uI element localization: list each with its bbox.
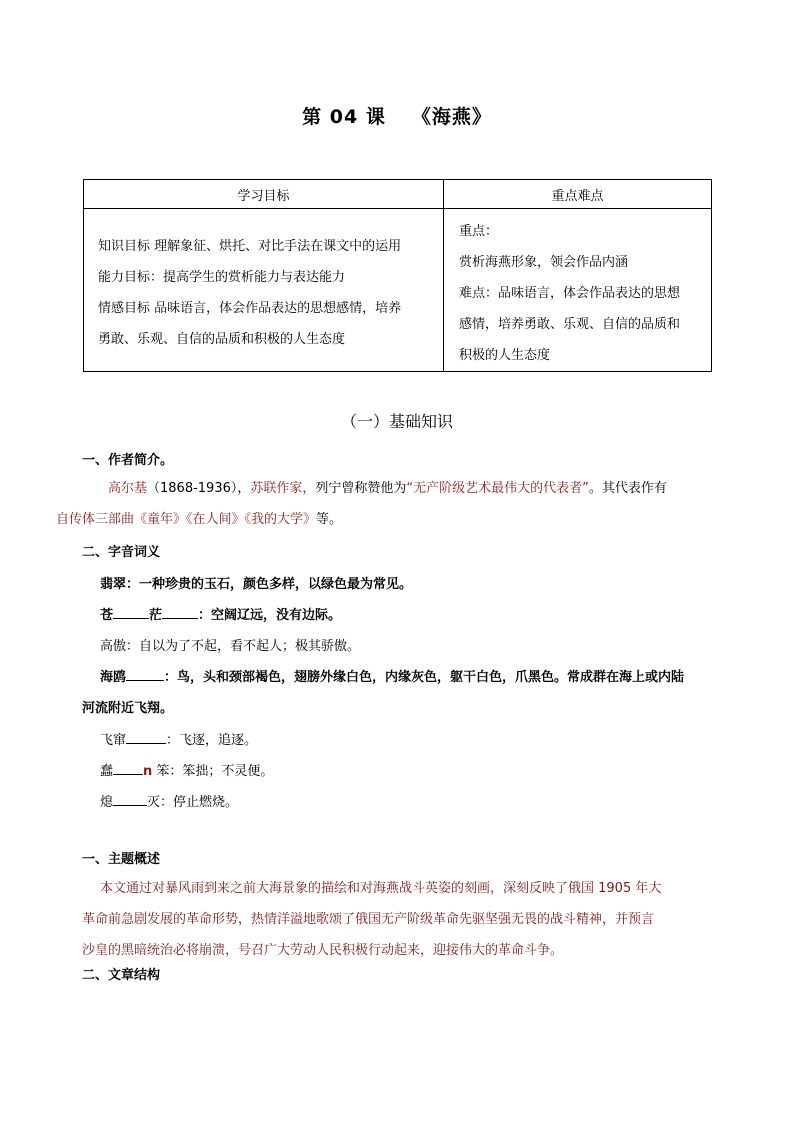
difficult-text-1: 难点：品味语言，体会作品表达的思想 (459, 286, 681, 301)
emotion-goal: 情感目标 品味语言，体会作品表达的思想感情，培养 (98, 301, 402, 316)
author-paragraph: 高尔基（1868-1936），苏联作家，列宁曾称赞他为“无产阶级艺术最伟大的代表者”。其代表作有 自传体三部曲《童年》《在人间》《我的大学》等。 (56, 481, 667, 527)
emotion-goal-cont: 勇敢、乐观、自信的品质和积极的人生态度 (98, 332, 346, 347)
goals-table (83, 179, 712, 372)
key-points-cell (444, 209, 712, 372)
key-text: 赏析海燕形象，领会作品内涵 (459, 255, 629, 270)
knowledge-goal: 知识目标 理解象征、烘托、对比手法在课文中的运用 (98, 239, 402, 254)
vocab-item-feicuan: 飞窜 ：飞逐，追逐。 (100, 733, 258, 748)
lesson-name: 《海燕》 (411, 106, 492, 128)
author-heading: 一、作者简介。 (82, 453, 174, 468)
theme-heading: 一、主题概述 (82, 852, 161, 867)
section-heading-basics: （一）基础知识 (340, 412, 453, 431)
structure-heading: 二、文章结构 (82, 968, 161, 983)
lesson-title (0, 102, 794, 129)
vocab-item-haiou-cont: 河流附近飞翔。 (82, 701, 174, 716)
lesson-number: 第 04 课 (302, 106, 386, 128)
vocab-item-feicui: 翡翠：一种珍贵的玉石，颜色多样，以绿色最为常见。 (100, 577, 413, 592)
difficult-text-2: 感情，培养勇敢、乐观、自信的品质和 (459, 317, 681, 332)
table-header-key-points: 重点难点 (444, 180, 712, 209)
theme-paragraph: 本文通过对暴风雨到来之前大海景象的描绘和对海燕战斗英姿的刻画，深刻反映了俄国 1905 年大 革命前急剧发展的革命形势，热情洋溢地歌颂了俄国无产阶级革命先驱坚强无畏的战斗精神，并预言 沙皇的黑暗统治必将崩溃，号召广大劳动人民积极行动起来，迎接伟大的革命斗争。 (82, 881, 662, 958)
vocab-item-haiou: 海鸥 ：鸟，头和颈部褐色，翅膀外缘白色，内缘灰色，躯干白色，爪黑色。常成群在海上或内陆 (100, 670, 685, 685)
key-label: 重点： (459, 224, 499, 239)
vocab-heading: 二、字音词义 (82, 545, 161, 560)
table-header-goals: 学习目标 (84, 180, 444, 209)
vocab-item-ximie: 熄 灭：停止燃烧。 (100, 795, 239, 810)
vocab-item-gaoao: 高傲：自以为了不起，看不起人；极其骄傲。 (100, 639, 361, 654)
difficult-text-3: 积极的人生态度 (459, 348, 551, 363)
vocab-item-cangmang: 苍 茫 ：空阔辽远，没有边际。 (100, 608, 342, 623)
ability-goal: 能力目标：提高学生的赏析能力与表达能力 (98, 270, 346, 285)
vocab-item-chunben: 蠢 n 笨：笨拙；不灵便。 (100, 764, 274, 779)
goals-cell (84, 209, 444, 372)
